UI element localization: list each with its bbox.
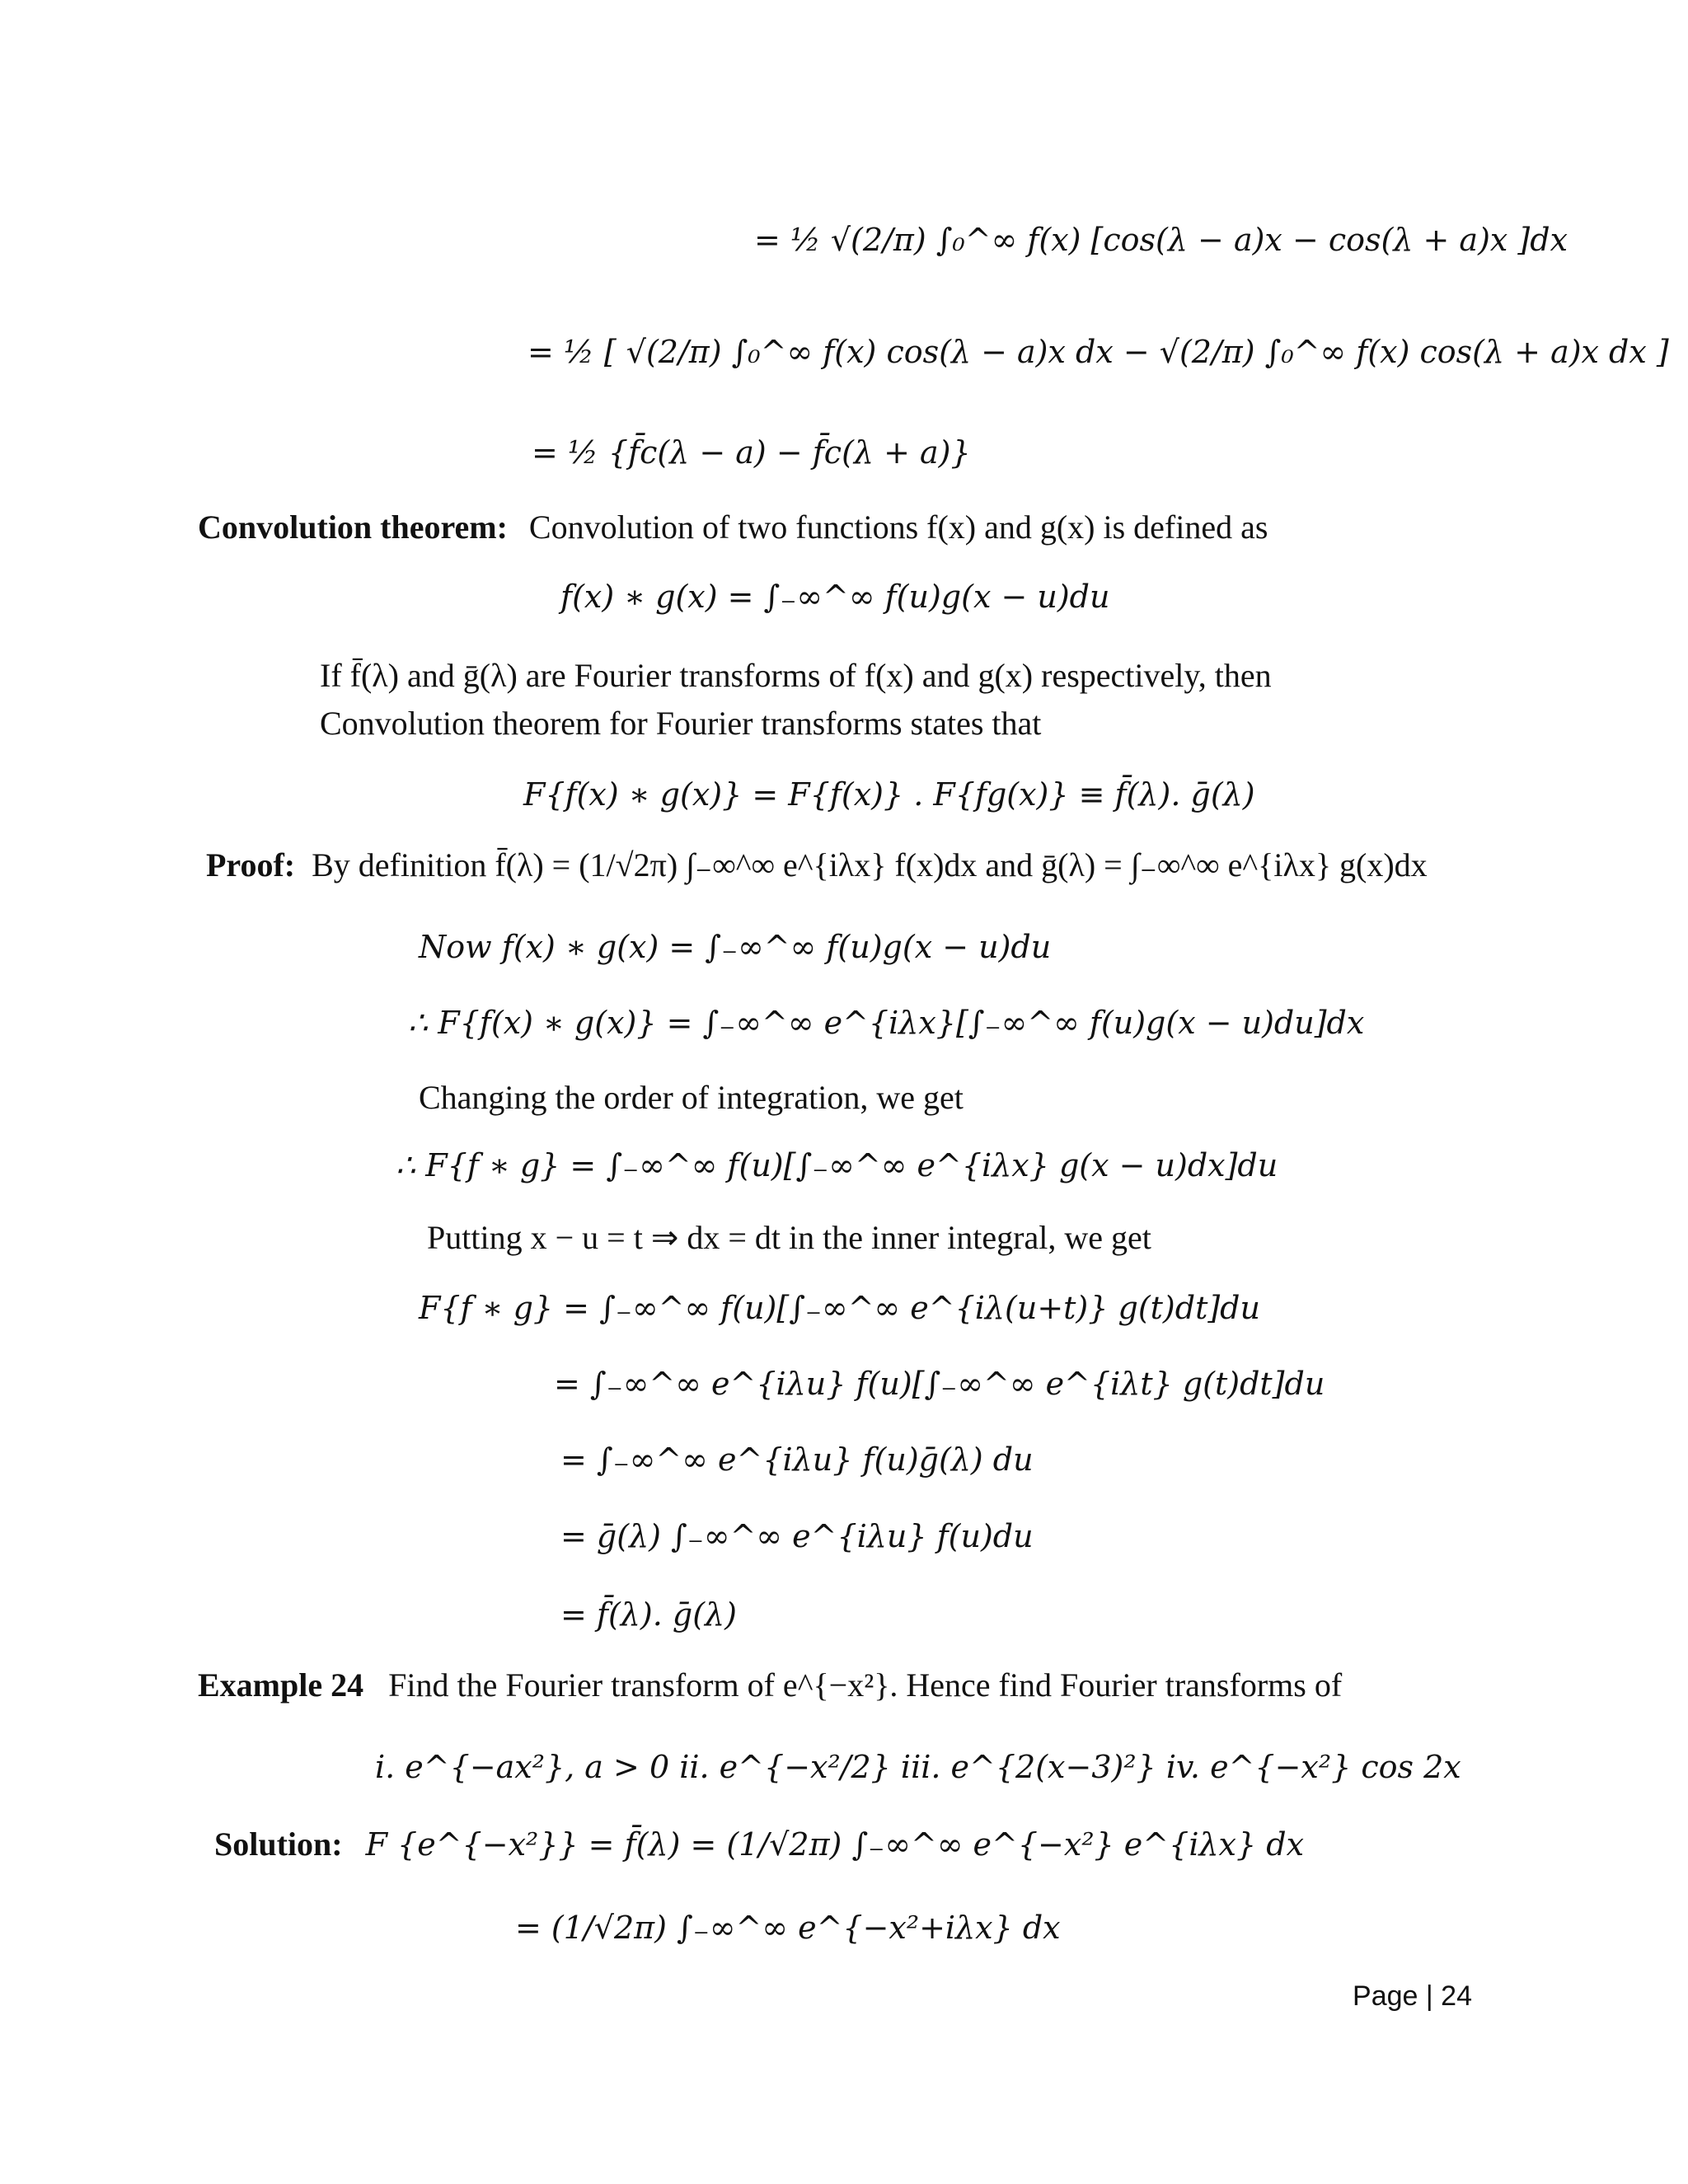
paragraph-line-2: Convolution theorem for Fourier transforms states that: [320, 705, 1042, 742]
solution-line: [214, 1825, 1304, 1863]
convolution-statement: F{f(x) ∗ g(x)} = F{f(x)} . F{fg(x)} ≡ f̄(λ). ḡ(λ): [523, 776, 1255, 813]
text-changing-order: Changing the order of integration, we get: [419, 1079, 964, 1116]
text-putting: Putting x − u = t ⇒ dx = dt in the inner integral, we get: [427, 1219, 1151, 1256]
equation-line-step-2: = ∫₋∞^∞ e^{iλu} f(u)ḡ(λ) du: [560, 1441, 1034, 1478]
example-24-text: Find the Fourier transform of e^{−x²}. Hence find Fourier transforms of: [388, 1666, 1343, 1704]
example-24-heading: [198, 1666, 1343, 1704]
equation-line-final: = (1/√2π) ∫₋∞^∞ e^{−x²+iλx} dx: [515, 1910, 1061, 1946]
equation-line-now: Now f(x) ∗ g(x) = ∫₋∞^∞ f(u)g(x − u)du: [419, 929, 1052, 965]
equation-line-1: = ½ √(2/π) ∫₀^∞ f(x) [cos(λ − a)x − cos(λ + a)x ]dx: [754, 222, 1568, 258]
solution-text: F {e^{−x²}} = f̄(λ) = (1/√2π) ∫₋∞^∞ e^{−x²} e^{iλx} dx: [365, 1826, 1304, 1863]
equation-line-3: = ½ {f̄c(λ − a) − f̄c(λ + a)}: [532, 434, 971, 471]
page-number: Page | 24: [1353, 1980, 1472, 2012]
equation-line-2: = ½ [ √(2/π) ∫₀^∞ f(x) cos(λ − a)x dx − √(2/π) ∫₀^∞ f(x) cos(λ + a)x dx ]: [528, 334, 1669, 370]
equation-line-step-1: = ∫₋∞^∞ e^{iλu} f(u)[∫₋∞^∞ e^{iλt} g(t)dt]du: [554, 1366, 1325, 1402]
convolution-definition: f(x) ∗ g(x) = ∫₋∞^∞ f(u)g(x − u)du: [560, 579, 1110, 615]
solution-label: Solution:: [214, 1825, 343, 1863]
equation-line-f-star-g: F{f ∗ g} = ∫₋∞^∞ f(u)[∫₋∞^∞ e^{iλ(u+t)} g(t)dt]du: [419, 1290, 1260, 1326]
proof-label: Proof:: [206, 846, 296, 883]
equation-line-step-4: = f̄(λ). ḡ(λ): [560, 1596, 737, 1633]
example-24-label: Example 24: [198, 1666, 364, 1704]
paragraph-line-1: If f̄(λ) and ḡ(λ) are Fourier transforms of f(x) and g(x) respectively, then: [320, 657, 1272, 694]
example-24-parts: i. e^{−ax²}, a > 0 ii. e^{−x²/2} iii. e^{2(x−3)²} iv. e^{−x²} cos 2x: [375, 1749, 1461, 1785]
convolution-theorem-text: Convolution of two functions f(x) and g(x) is defined as: [528, 509, 1268, 546]
equation-line-step-3: = ḡ(λ) ∫₋∞^∞ e^{iλu} f(u)du: [560, 1518, 1034, 1554]
convolution-theorem-heading: [198, 511, 1268, 544]
proof-line: [206, 846, 1428, 883]
equation-line-therefore-2: ∴ F{f ∗ g} = ∫₋∞^∞ f(u)[∫₋∞^∞ e^{iλx} g(x − u)dx]du: [396, 1147, 1278, 1183]
convolution-theorem-label: Convolution theorem:: [198, 509, 508, 546]
equation-line-therefore-1: ∴ F{f(x) ∗ g(x)} = ∫₋∞^∞ e^{iλx}[∫₋∞^∞ f(u)g(x − u)du]dx: [408, 1005, 1365, 1041]
proof-text: By definition f̄(λ) = (1/√2π) ∫₋∞^∞ e^{iλx} f(x)dx and ḡ(λ) = ∫₋∞^∞ e^{iλx} g(x)dx: [312, 846, 1428, 883]
